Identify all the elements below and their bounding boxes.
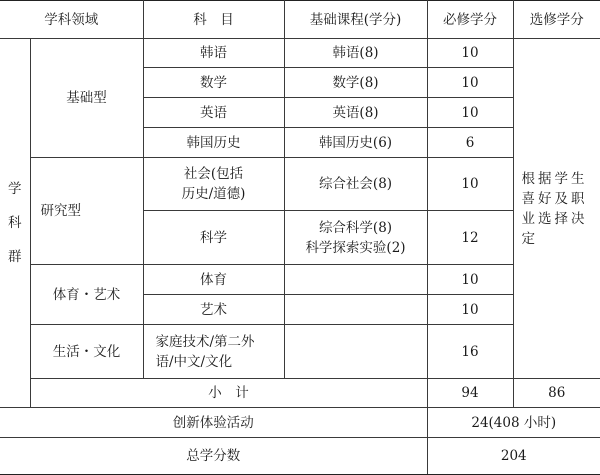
header-domain: 学科领域 xyxy=(0,1,143,39)
subject-cell: 数学 xyxy=(143,68,284,98)
table-row xyxy=(0,265,600,295)
total-value: 204 xyxy=(427,438,600,475)
credits-cell: 10 xyxy=(427,68,513,98)
category-sports-art: 体育・艺术 xyxy=(30,265,143,325)
category-life-culture: 生活・文化 xyxy=(30,325,143,379)
course-cell xyxy=(284,295,427,325)
innovation-value: 24(408 小时) xyxy=(427,408,600,438)
table-row xyxy=(0,158,600,211)
subject-cell: 科学 xyxy=(143,211,284,265)
course-cell xyxy=(284,265,427,295)
credits-cell: 10 xyxy=(427,39,513,68)
subject-cell: 艺术 xyxy=(143,295,284,325)
subject-cell: 体育 xyxy=(143,265,284,295)
elective-note: 根据学生喜好及职业选择决定 xyxy=(513,39,600,379)
subject-cell: 英语 xyxy=(143,98,284,128)
category-basic: 基础型 xyxy=(30,39,143,158)
innovation-label: 创新体验活动 xyxy=(0,408,427,438)
credits-cell: 6 xyxy=(427,128,513,158)
credits-cell: 16 xyxy=(427,325,513,379)
course-cell: 韩国历史(6) xyxy=(284,128,427,158)
credits-cell: 10 xyxy=(427,98,513,128)
course-cell xyxy=(284,325,427,379)
subtotal-elective: 86 xyxy=(513,379,600,408)
total-row xyxy=(0,438,600,475)
subject-group-label: 学 科 群 xyxy=(0,39,30,408)
subject-cell: 韩国历史 xyxy=(143,128,284,158)
header-elective-credits: 选修学分 xyxy=(513,1,600,39)
header-basic-course: 基础课程(学分) xyxy=(284,1,427,39)
category-research: 研究型 xyxy=(30,158,143,265)
subject-cell: 社会(包括 历史/道德) xyxy=(143,158,284,211)
header-required-credits: 必修学分 xyxy=(427,1,513,39)
header-subject: 科 目 xyxy=(143,1,284,39)
credits-cell: 10 xyxy=(427,265,513,295)
credits-cell: 10 xyxy=(427,295,513,325)
course-cell: 综合社会(8) xyxy=(284,158,427,211)
subtotal-row xyxy=(0,379,600,408)
course-cell: 数学(8) xyxy=(284,68,427,98)
course-cell: 综合科学(8) 科学探索实验(2) xyxy=(284,211,427,265)
header-row xyxy=(0,1,600,39)
table-row xyxy=(0,325,600,379)
innovation-row xyxy=(0,408,600,438)
subject-cell: 韩语 xyxy=(143,39,284,68)
subtotal-label: 小 计 xyxy=(30,379,427,408)
total-label: 总学分数 xyxy=(0,438,427,475)
course-cell: 英语(8) xyxy=(284,98,427,128)
table-row xyxy=(0,39,600,68)
credits-cell: 10 xyxy=(427,158,513,211)
credits-cell: 12 xyxy=(427,211,513,265)
subtotal-required: 94 xyxy=(427,379,513,408)
subject-cell: 家庭技术/第二外 语/中文/文化 xyxy=(143,325,284,379)
course-cell: 韩语(8) xyxy=(284,39,427,68)
